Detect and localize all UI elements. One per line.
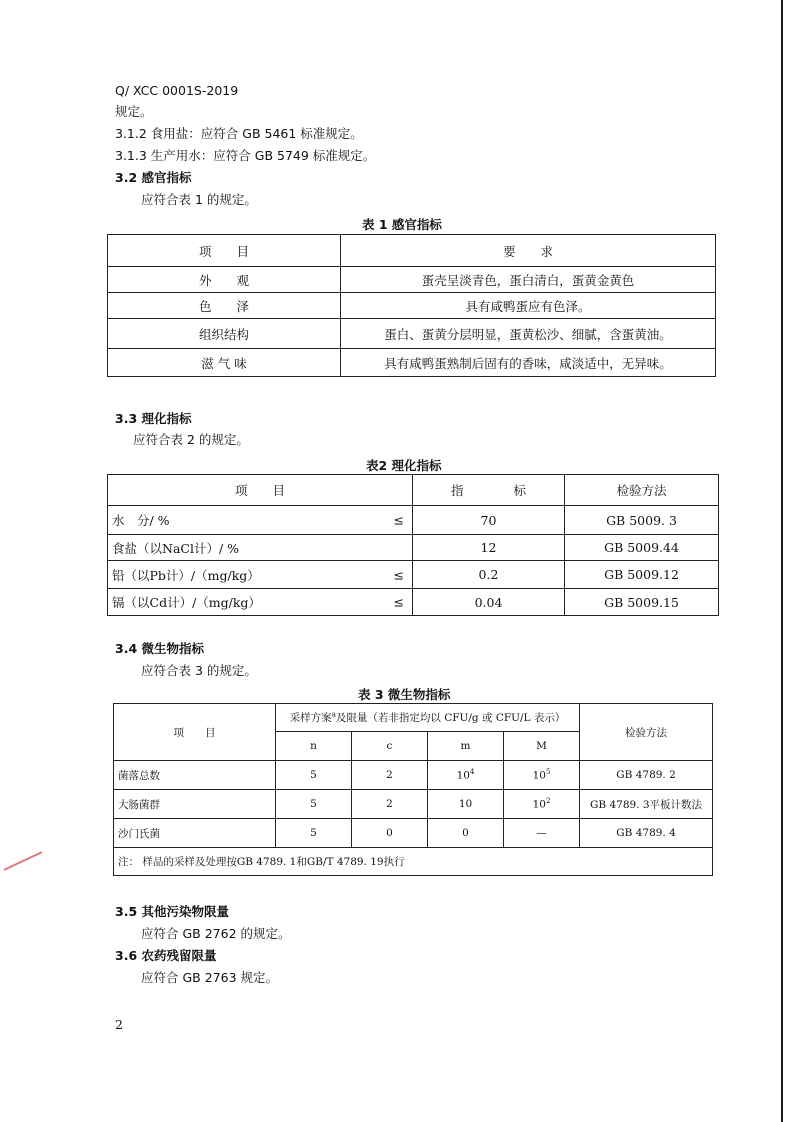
n-cell: 5	[276, 761, 352, 790]
col-item-header: 项 目	[114, 704, 276, 761]
col-c-header: c	[352, 732, 428, 761]
item-cell: 大肠菌群	[114, 790, 276, 819]
col-method-header: 检验方法	[565, 475, 719, 506]
table-header-row	[114, 704, 713, 732]
item-cell: 色 泽	[108, 293, 341, 319]
item-cell: 组织结构	[108, 319, 341, 349]
table-row	[114, 819, 713, 848]
item-cell	[108, 589, 413, 616]
table-row	[108, 561, 719, 589]
page-number: 2	[115, 1017, 123, 1032]
value-cell: 12	[413, 535, 565, 561]
col-sampling-plan-header	[276, 704, 580, 732]
physchem-ref: 应符合表 2 的规定。	[133, 432, 249, 447]
physchem-table	[107, 474, 719, 616]
method-cell: GB 5009.15	[565, 589, 719, 616]
method-cell: GB 5009.44	[565, 535, 719, 561]
clause-3-1-3: 3.1.3 生产用水：应符合 GB 5749 标准规定。	[115, 148, 376, 163]
method-cell: GB 4789. 3平板计数法	[580, 790, 713, 819]
le-symbol: ≤	[393, 567, 404, 582]
table-row	[108, 589, 719, 616]
requirement-cell: 蛋壳呈淡青色，蛋白清白，蛋黄金黄色	[341, 267, 716, 293]
M-exponent: 5	[545, 768, 551, 777]
item-label: 镉（以Cd计）/（mg/kg）	[112, 595, 261, 610]
m-cell	[428, 761, 504, 790]
footnote-mark: a	[331, 710, 336, 719]
method-cell: GB 5009. 3	[565, 506, 719, 535]
requirement-cell: 具有咸鸭蛋应有色泽。	[341, 293, 716, 319]
col-item-header: 项 目	[108, 235, 341, 267]
continued-text: 规定。	[115, 104, 153, 119]
col-requirement-header: 要 求	[341, 235, 716, 267]
M-cell	[504, 761, 580, 790]
value-cell: 0.04	[413, 589, 565, 616]
table-row	[108, 349, 716, 377]
heading-3-3: 3.3 理化指标	[115, 411, 192, 426]
item-label: 水 分/ %	[112, 513, 170, 528]
table-note-row	[114, 848, 713, 876]
col-method-header: 检验方法	[580, 704, 713, 761]
M-base: 10	[532, 769, 546, 782]
n-cell: 5	[276, 790, 352, 819]
table-header-row	[108, 475, 719, 506]
c-cell: 0	[352, 819, 428, 848]
scan-mark	[4, 851, 43, 871]
col-M-header: M	[504, 732, 580, 761]
table-row	[114, 790, 713, 819]
le-symbol: ≤	[393, 594, 404, 610]
table-row	[108, 267, 716, 293]
method-cell: GB 5009.12	[565, 561, 719, 589]
c-cell: 2	[352, 790, 428, 819]
sensory-table	[107, 234, 716, 377]
m-cell: 0	[428, 819, 504, 848]
col-m-header: m	[428, 732, 504, 761]
item-cell: 外 观	[108, 267, 341, 293]
scan-edge-line	[781, 0, 783, 1122]
col-n-header: n	[276, 732, 352, 761]
clause-3-1-2: 3.1.2 食用盐：应符合 GB 5461 标准规定。	[115, 126, 363, 141]
item-label: 铅（以Pb计）/（mg/kg）	[112, 567, 260, 583]
table-row	[108, 506, 719, 535]
heading-3-2: 3.2 感官指标	[115, 170, 192, 185]
heading-3-6: 3.6 农药残留限量	[115, 948, 217, 963]
heading-3-5: 3.5 其他污染物限量	[115, 904, 229, 919]
col-index-header: 指 标	[413, 475, 565, 506]
m-exponent: 4	[469, 768, 475, 777]
M-cell	[504, 790, 580, 819]
requirement-cell: 蛋白、蛋黄分层明显，蛋黄松沙、细腻，含蛋黄油。	[341, 319, 716, 349]
col-item-header: 项 目	[108, 475, 413, 506]
sampling-plan-label: 采样方案	[289, 712, 332, 724]
method-cell: GB 4789. 2	[580, 761, 713, 790]
item-cell	[108, 561, 413, 589]
document-id: Q/ XCC 0001S-2019	[115, 83, 239, 98]
table-row	[108, 293, 716, 319]
m-base: 10	[456, 769, 470, 782]
clause-3-6-text: 应符合 GB 2763 规定。	[141, 970, 278, 985]
value-cell: 70	[413, 506, 565, 535]
item-cell: 滋 气 味	[108, 349, 341, 377]
M-exponent: 2	[545, 797, 551, 806]
table-header-row	[108, 235, 716, 267]
method-cell: GB 4789. 4	[580, 819, 713, 848]
table2-caption: 表2 理化指标	[366, 458, 442, 473]
heading-3-4: 3.4 微生物指标	[115, 641, 204, 656]
micro-ref: 应符合表 3 的规定。	[141, 663, 257, 678]
clause-3-5-text: 应符合 GB 2762 的规定。	[141, 926, 291, 941]
sensory-ref: 应符合表 1 的规定。	[141, 192, 257, 207]
table-note: 注： 样品的采样及处理按GB 4789. 1和GB/T 4789. 19执行	[114, 848, 713, 876]
table-row	[114, 761, 713, 790]
requirement-cell: 具有咸鸭蛋熟制后固有的香味，咸淡适中，无异味。	[341, 349, 716, 377]
sampling-plan-label-rest: 及限量（若非指定均以 CFU/g 或 CFU/L 表示）	[335, 712, 566, 724]
item-cell: 菌落总数	[114, 761, 276, 790]
c-cell: 2	[352, 761, 428, 790]
table1-caption: 表 1 感官指标	[362, 217, 442, 232]
value-cell: 0.2	[413, 561, 565, 589]
M-base: 10	[532, 798, 546, 811]
table-row	[108, 319, 716, 349]
M-cell: —	[504, 819, 580, 848]
m-cell: 10	[428, 790, 504, 819]
item-cell	[108, 506, 413, 535]
le-symbol: ≤	[393, 512, 404, 528]
item-cell: 沙门氏菌	[114, 819, 276, 848]
item-cell: 食盐（以NaCl计）/ %	[108, 535, 413, 561]
micro-table	[113, 703, 713, 876]
table-row	[108, 535, 719, 561]
n-cell: 5	[276, 819, 352, 848]
table3-caption: 表 3 微生物指标	[358, 687, 451, 702]
